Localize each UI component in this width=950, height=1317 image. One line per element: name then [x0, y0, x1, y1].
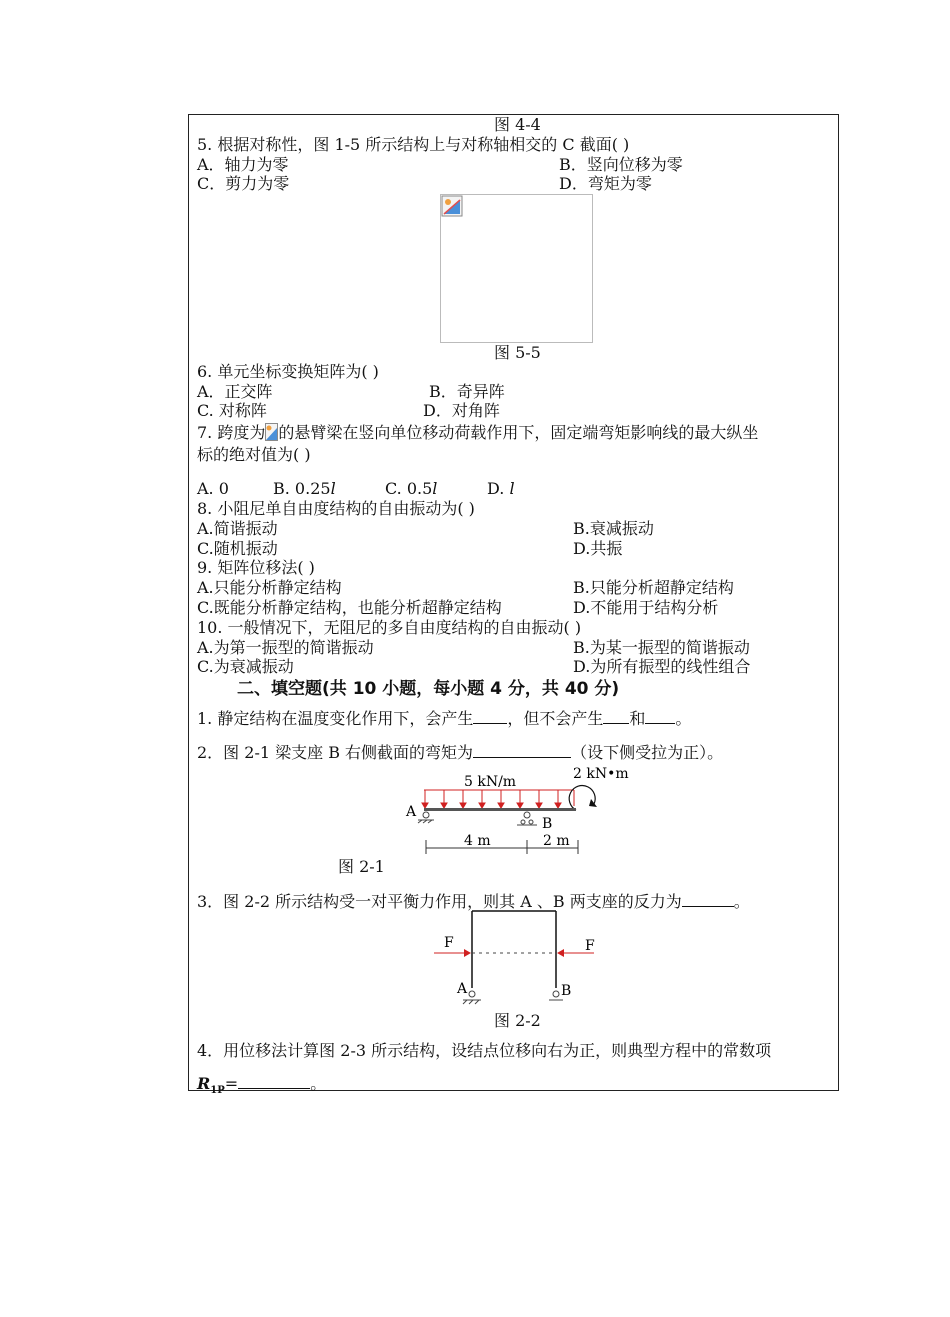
support-a-fixed-pin [418, 812, 434, 823]
q5-option-c: C．剪力为零 [197, 174, 290, 193]
q9-option-a: A.只能分析静定结构 [197, 578, 342, 597]
q7-stem-line2: 标的绝对值为( ) [197, 445, 311, 464]
q6-stem: 6. 单元坐标变换矩阵为( ) [197, 362, 379, 381]
f1-blank-3 [645, 708, 675, 724]
f4-blank [238, 1073, 310, 1089]
q8-option-b: B.衰减振动 [573, 519, 654, 538]
fill-question-4-line2 [197, 1073, 326, 1101]
load-label: 5 kN/m [464, 774, 517, 790]
f1-text-c: 和 [629, 709, 646, 728]
f1-blank-2 [603, 708, 629, 724]
q7-option-b-text: B. 0.25 [273, 479, 331, 498]
q10-stem: 10. 一般情况下，无阻尼的多自由度结构的自由振动( ) [197, 618, 582, 637]
f4-end: 。 [310, 1074, 327, 1093]
q7-stem-line1 [197, 423, 758, 443]
f2-text-b: （设下侧受拉为正）。 [571, 743, 724, 762]
q6-option-b: B．奇异阵 [429, 382, 505, 401]
figure-caption-5-5: 图 5-5 [494, 343, 541, 362]
q7-option-d-text: D. [487, 479, 510, 498]
f3-text-a: 3．图 2-2 所示结构受一对平衡力作用，则其 A 、B 两支座的反力为 [197, 892, 682, 911]
q7-option-a: A. 0 [197, 479, 229, 498]
figure-caption-4-4: 图 4-4 [494, 115, 541, 134]
broken-image-icon [441, 195, 463, 217]
dimension-2m: 2 m [543, 833, 570, 849]
q6-option-a: A．正交阵 [197, 382, 273, 401]
support-b-label: B [561, 983, 572, 999]
q5-stem: 5. 根据对称性，图 1-5 所示结构上与对称轴相交的 C 截面( ) [197, 135, 630, 154]
q10-option-b: B.为某一振型的简谐振动 [573, 638, 750, 657]
figure-2-1-beam-diagram [396, 762, 636, 858]
inline-image-icon [265, 423, 278, 441]
q10-option-d: D.为所有振型的线性组合 [573, 657, 751, 676]
f1-text-d: 。 [675, 709, 692, 728]
q6-option-d: D．对角阵 [423, 401, 500, 420]
f1-blank-1 [473, 708, 507, 724]
q8-stem: 8. 小阻尼单自由度结构的自由振动为( ) [197, 499, 475, 518]
figure-2-2-frame-diagram [430, 908, 600, 1014]
moment-label: 2 kN•m [573, 766, 629, 782]
f2-blank [473, 742, 571, 758]
figure-5-5-image [440, 194, 593, 343]
support-a-label: A [457, 981, 468, 997]
f4-r-subscript: 1P [210, 1085, 225, 1097]
support-b-roller [517, 812, 537, 825]
q5-option-b: B．竖向位移为零 [559, 155, 683, 174]
distributed-load [422, 790, 574, 808]
q5-option-d: D．弯矩为零 [559, 174, 652, 193]
f4-equals: = [224, 1074, 239, 1093]
q8-option-c: C.随机振动 [197, 539, 278, 558]
q7-option-b-var: l [330, 479, 336, 498]
q9-option-c: C.既能分析静定结构，也能分析超静定结构 [197, 598, 502, 617]
portal-frame [472, 911, 556, 988]
fill-question-2 [197, 742, 723, 763]
section-heading-fill-in: 二、填空题(共 10 小题，每小题 4 分，共 40 分) [237, 679, 620, 699]
q8-option-d: D.共振 [573, 539, 623, 558]
q10-option-a: A.为第一振型的简谐振动 [197, 638, 374, 657]
f3-text-b: 。 [733, 892, 750, 911]
q10-option-c: C.为衰减振动 [197, 657, 294, 676]
q7-option-c [385, 479, 437, 499]
q7-stem-pre: 7. 跨度为 [197, 423, 266, 442]
q7-stem-post: 的悬臂梁在竖向单位移动荷载作用下，固定端弯矩影响线的最大纵坐 [278, 423, 759, 442]
q7-option-c-text: C. 0.5 [385, 479, 433, 498]
q5-option-a: A．轴力为零 [197, 155, 289, 174]
moment-arrow [569, 786, 597, 810]
q9-option-d: D.不能用于结构分析 [573, 598, 719, 617]
q6-option-c: C. 对称阵 [197, 401, 267, 420]
support-a-label: A [406, 804, 417, 820]
q7-option-b [273, 479, 336, 499]
fill-question-4-line1: 4．用位移法计算图 2-3 所示结构，设结点位移向右为正，则典型方程中的常数项 [197, 1041, 772, 1060]
fill-question-1 [197, 708, 691, 729]
q7-option-c-var: l [432, 479, 438, 498]
f2-text-a: 2．图 2-1 梁支座 B 右侧截面的弯矩为 [197, 743, 474, 762]
q9-stem: 9. 矩阵位移法( ) [197, 558, 315, 577]
beam [424, 808, 576, 811]
f1-text-b: ，但不会产生 [507, 709, 604, 728]
support-b-label: B [542, 816, 553, 832]
q7-option-d-var: l [509, 479, 515, 498]
figure-caption-2-1: 图 2-1 [338, 857, 385, 876]
dimension-4m: 4 m [464, 833, 491, 849]
q9-option-b: B.只能分析超静定结构 [573, 578, 734, 597]
q8-option-a: A.简谐振动 [197, 519, 278, 538]
q7-option-d [487, 479, 515, 499]
force-label-right: F [585, 938, 595, 954]
force-label-left: F [444, 935, 454, 951]
figure-caption-2-2: 图 2-2 [494, 1011, 541, 1030]
f1-text-a: 1. 静定结构在温度变化作用下，会产生 [197, 709, 474, 728]
f4-r-symbol: R [197, 1074, 211, 1093]
f3-blank [682, 891, 734, 907]
